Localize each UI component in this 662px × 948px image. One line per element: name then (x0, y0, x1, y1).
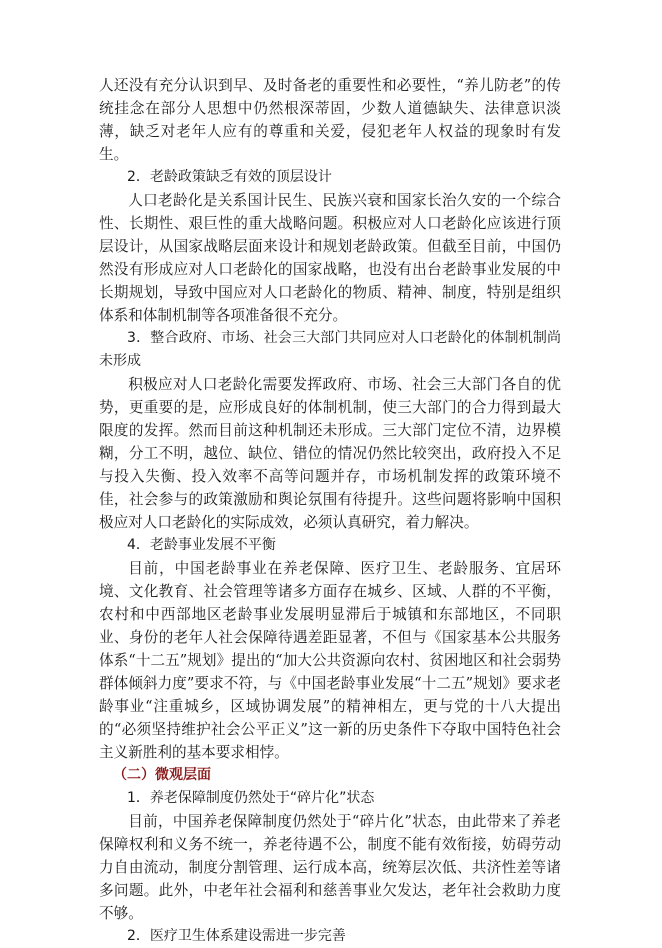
subheading-pension-fragmentation: 1．养老保障制度仍然处于“碎片化”状态 (127, 790, 375, 806)
subheading-imbalance: 4．老龄事业发展不平衡 (127, 537, 276, 553)
paragraph-pension-fragmentation: 目前，中国养老保障制度仍然处于“碎片化”状态，由此带来了养老保障权利和义务不统一，养老待遇不公，制度不能有效衔接，妨碍劳动力自由流动，制度分割管理、运行成本高，统筹层次低、共济性差等诸多问题。此外，中老年社会福利和慈善事业欠发达，老年社会救助力度不够。 (99, 813, 561, 922)
paragraph-policy-design: 人口老龄化是关系国计民生、民族兴衰和国家长治久安的一个综合性、长期性、艰巨性的重大战略问题。积极应对人口老龄化应该进行顶层设计，从国家战略层面来设计和规划老龄政策。但截至目前，中国仍然没有形成应对人口老龄化的国家战略，也没有出台老龄事业发展的中长期规划，导致中国应对人口老龄化的物质、精神、制度，特别是组织体系和体制机制等各项准备很不充分。 (99, 192, 561, 324)
paragraph-three-sectors: 积极应对人口老龄化需要发挥政府、市场、社会三大部门各自的优势，更重要的是，应形成良好的体制机制，使三大部门的合力得到最大限度的发挥。然而目前这种机制还未形成。三大部门定位不清，边界模糊，分工不明，越位、缺位、错位的情况仍然比较突出，政府投入不足与投入失衡、投入效率不高等问题并存，市场机制发挥的政策环境不佳，社会参与的政策激励和舆论氛围有待提升。这些问题将影响中国积极应对人口老龄化的实际成效，必须认真研究，着力解决。 (99, 376, 561, 531)
paragraph-continuation: 人还没有充分认识到早、及时备老的重要性和必要性，“养儿防老”的传统挂念在部分人思想中仍然根深蒂固，少数人道德缺失、法律意识淡薄，缺乏对老年人应有的尊重和关爱，侵犯老年人权益的现象时有发生。 (99, 77, 561, 163)
subheading-healthcare-system: 2．医疗卫生体系建设需进一步完善 (127, 928, 346, 944)
subheading-three-sectors: 3．整合政府、市场、社会三大部门共同应对人口老龄化的体制机制尚未形成 (99, 330, 561, 369)
paragraph-imbalance: 目前，中国老龄事业在养老保障、医疗卫生、老龄服务、宜居环境、文化教育、社会管理等诸多方面存在城乡、区域、人群的不平衡，农村和中西部地区老龄事业发展明显滞后于城镇和东部地区，不同职业、身份的老年人社会保障待遇差距显著，不但与《国家基本公共服务体系“十二五”规划》提出的“加大公共资源向农村、贫困地区和社会弱势群体倾斜力度”要求不符，与《中国老龄事业发展“十二五”规划》要求老龄事业“注重城乡，区域协调发展”的精神相左，更与党的十八大提出的“必须坚持维护社会公平正义”这一新的历史条件下夺取中国特色社会主义新胜利的基本要求相悖。 (99, 560, 561, 761)
subheading-policy-design: 2．老龄政策缺乏有效的顶层设计 (127, 169, 332, 185)
section-heading-micro-level: （二）微观层面 (113, 767, 211, 783)
document-page (99, 74, 561, 948)
